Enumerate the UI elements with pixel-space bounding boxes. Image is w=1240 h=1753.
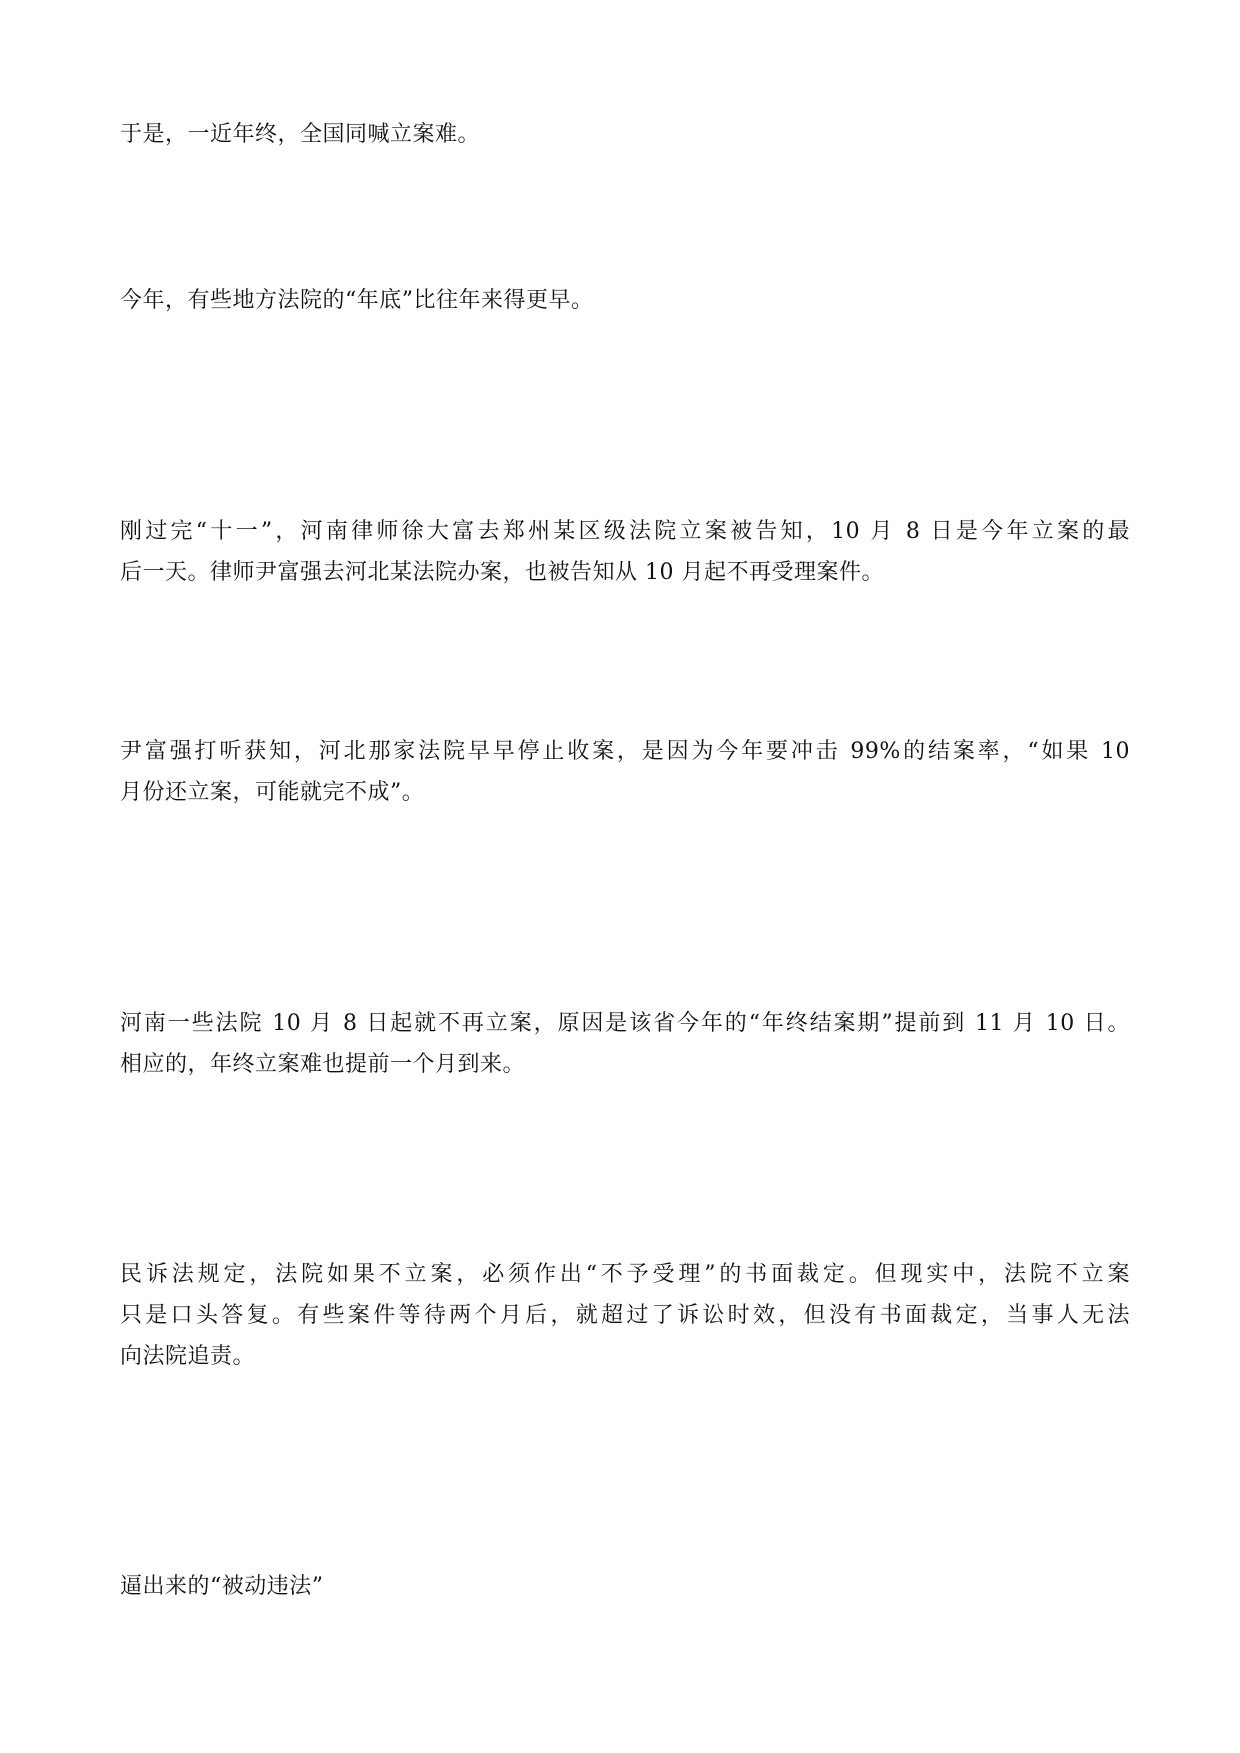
paragraph-lawyer-xu bbox=[120, 511, 1130, 593]
paragraph-line: 只是口头答复。有些案件等待两个月后，就超过了诉讼时效，但没有书面裁定，当事人无法 bbox=[120, 1303, 1130, 1328]
paragraph-henan-courts bbox=[120, 1003, 1130, 1085]
paragraph-line: 民诉法规定，法院如果不立案，必须作出“不予受理”的书面裁定。但现实中，法院不立案 bbox=[120, 1262, 1130, 1287]
paragraph-year-end bbox=[120, 114, 1130, 155]
paragraph-line: 尹富强打听获知，河北那家法院早早停止收案，是因为今年要冲击 99%的结案率，“如果 10 bbox=[120, 739, 1130, 764]
paragraph-line: 今年，有些地方法院的“年底”比往年来得更早。 bbox=[120, 288, 594, 313]
paragraph-line: 相应的，年终立案难也提前一个月到来。 bbox=[120, 1052, 526, 1077]
paragraph-civil-procedure-law bbox=[120, 1254, 1130, 1377]
paragraph-line: 河南一些法院 10 月 8 日起就不再立案，原因是该省今年的“年终结案期”提前到 11 月 10 日。 bbox=[120, 1011, 1130, 1036]
paragraph-line: 后一天。律师尹富强去河北某法院办案，也被告知从 10 月起不再受理案件。 bbox=[120, 560, 884, 585]
paragraph-earlier-year-end bbox=[120, 280, 1130, 321]
paragraph-line: 向法院追责。 bbox=[120, 1344, 256, 1369]
paragraph-yin-fuqiang bbox=[120, 731, 1130, 813]
paragraph-line: 于是，一近年终，全国同喊立案难。 bbox=[120, 122, 481, 147]
paragraph-line: 逼出来的“被动违法” bbox=[120, 1574, 324, 1599]
paragraph-line: 月份还立案，可能就完不成”。 bbox=[120, 780, 425, 805]
paragraph-line: 刚过完“十一”，河南律师徐大富去郑州某区级法院立案被告知，10 月 8 日是今年立案的最 bbox=[120, 519, 1130, 544]
section-heading-passive-violation bbox=[120, 1566, 1130, 1607]
